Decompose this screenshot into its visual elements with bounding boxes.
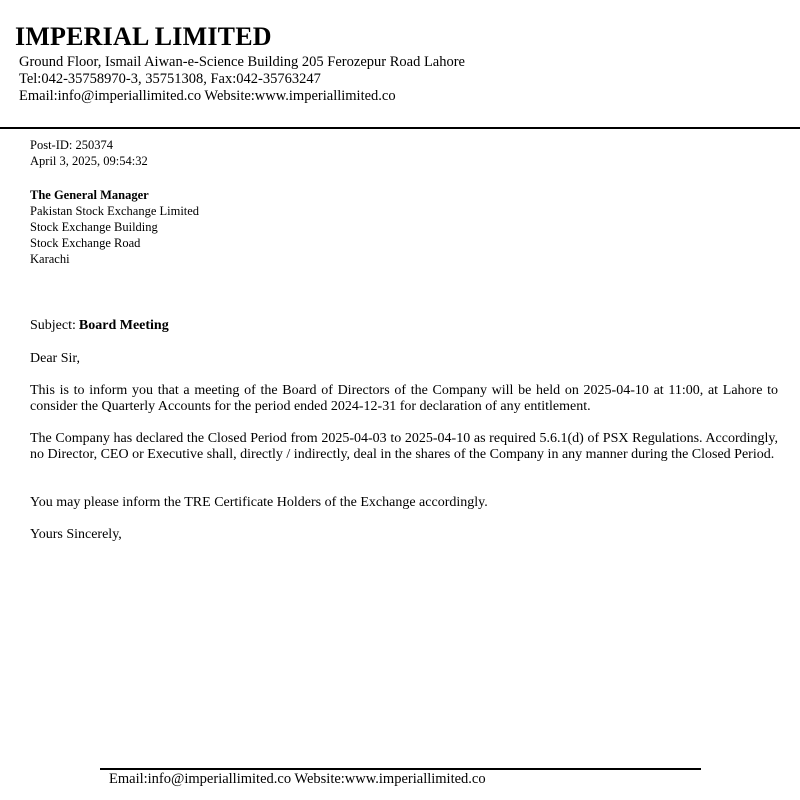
recipient-city: Karachi — [30, 252, 70, 266]
post-date: April 3, 2025, 09:54:32 — [30, 154, 148, 168]
recipient-organization: Pakistan Stock Exchange Limited — [30, 204, 200, 218]
company-address: Ground Floor, Ismail Aiwan-e-Science Building 205 Ferozepur Road Lahore — [19, 54, 465, 70]
company-phone-fax: Tel:042-35758970-3, 35751308, Fax:042-35763247 — [19, 71, 321, 87]
post-id: Post-ID: 250374 — [30, 138, 113, 152]
closing: Yours Sincerely, — [30, 527, 122, 542]
footer-divider — [100, 768, 701, 770]
subject-label: Subject: — [30, 318, 76, 333]
footer-email-website: Email:info@imperiallimited.co Website:www.imperiallimited.co — [109, 771, 486, 787]
paragraph-board-meeting: This is to inform you that a meeting of the Board of Directors of the Company will be held on 2025-04-10 at 11:00, at Lahore to consider the Quarterly Accounts for the period ended 2024-12-31 for declaration of any entitlement. — [30, 383, 778, 414]
recipient-title: The General Manager — [30, 188, 149, 202]
subject-value: Board Meeting — [78, 318, 169, 333]
recipient-building: Stock Exchange Building — [30, 220, 158, 234]
header-divider — [0, 127, 800, 129]
salutation: Dear Sir, — [30, 351, 80, 366]
company-name: IMPERIAL LIMITED — [15, 22, 272, 51]
paragraph-tre-holders: You may please inform the TRE Certificate Holders of the Exchange accordingly. — [30, 495, 488, 510]
subject-line — [30, 318, 169, 334]
paragraph-closed-period: The Company has declared the Closed Period from 2025-04-03 to 2025-04-10 as required 5.6.1(d) of PSX Regulations. Accordingly, no Director, CEO or Executive shall, directly / indirectly, deal in the shares of the Company in any manner during the Closed Period. — [30, 431, 778, 462]
company-email-website: Email:info@imperiallimited.co Website:www.imperiallimited.co — [19, 88, 396, 104]
recipient-road: Stock Exchange Road — [30, 236, 141, 250]
